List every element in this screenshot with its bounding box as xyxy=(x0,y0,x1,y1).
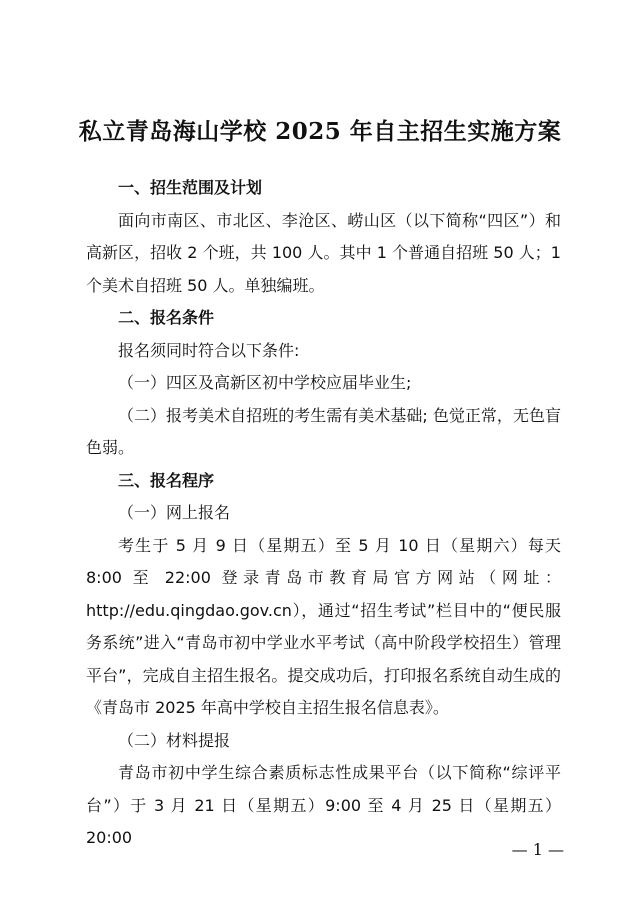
section1-paragraph: 面向市南区、市北区、李沧区、崂山区（以下简称“四区”）和高新区，招收 2 个班，共 100 人。其中 1 个普通自招班 50 人；1 个美术自招班 50 人。单独编班。 xyxy=(86,210,561,295)
section2-item-2: （二）报考美术自招班的考生需有美术基础; 色觉正常，无色盲色弱。 xyxy=(86,405,561,457)
document-body xyxy=(86,172,561,855)
section2-intro: 报名须同时符合以下条件: xyxy=(118,340,300,360)
section3-subheading-2: （二）材料提报 xyxy=(118,730,231,750)
section2-heading: 二、报名条件 xyxy=(118,308,215,327)
page-title: 私立青岛海山学校 2025 年自主招生实施方案 xyxy=(78,118,562,145)
page-number: — 1 — xyxy=(511,840,564,859)
section1-heading: 一、招生范围及计划 xyxy=(118,178,263,197)
section2-item-1: （一）四区及高新区初中学校应届毕业生; xyxy=(118,373,412,392)
section3-paragraph-1: 考生于 5 月 9 日（星期五）至 5 月 10 日（星期六）每天 8:00 至 22:00 登录青岛市教育局官方网站（网址：http://edu.qingdao.gov.cn），通过“招生考试”栏目中的“便民服务系统”进入“青岛市初中学业水平考试（高中阶段学校招生）管理平台”，完成自主招生报名。提交成功后，打印报名系统自动生成的《青岛市 2025 年高中学校自主招生报名信息表》。 xyxy=(86,535,561,717)
section3-heading: 三、报名程序 xyxy=(118,470,215,490)
section3-paragraph-2: 青岛市初中学生综合素质标志性成果平台（以下简称“综评平台”）于 3 月 21 日（星期五）9:00 至 4 月 25 日（星期五）20:00 xyxy=(86,763,561,847)
section3-subheading-1: （一）网上报名 xyxy=(118,503,231,522)
